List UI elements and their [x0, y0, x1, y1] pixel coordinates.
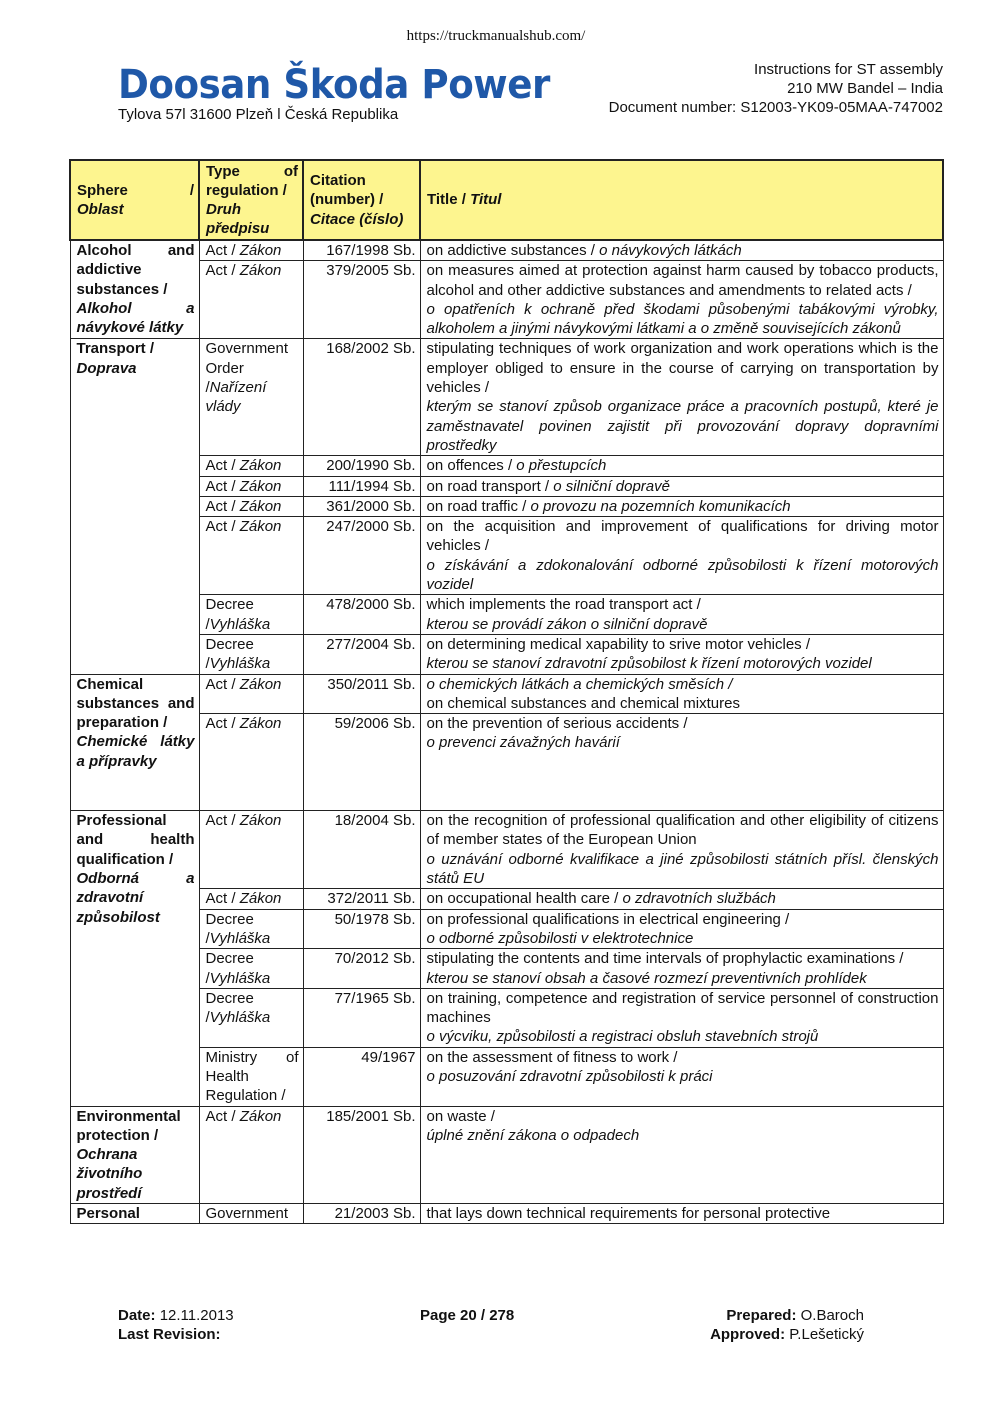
- citation-number: 200/1990 Sb.: [326, 457, 416, 475]
- citation-cell: [303, 674, 420, 714]
- type-cell: [199, 240, 303, 261]
- type-cz: Zákon: [239, 497, 282, 515]
- type-cell: [199, 889, 303, 909]
- title-cz: o opatřeních k ochraně před škodami působenými tabákovými výrobky, alkoholem a jinými návykovými látkami a o změně souvisejících zákonů: [426, 300, 939, 338]
- title-en: on offences /: [426, 457, 517, 475]
- title-cell: [420, 714, 943, 811]
- sphere-en: Personal: [76, 1205, 140, 1223]
- title-cell: [420, 517, 943, 595]
- citation-cell: [303, 1204, 420, 1224]
- date-value: 12.11.2013: [159, 1307, 234, 1324]
- citation-number: 247/2000 Sb.: [326, 518, 416, 536]
- header-sphere-en: Sphere /: [77, 181, 194, 199]
- header-type: [199, 160, 303, 240]
- citation-cell: [303, 476, 420, 496]
- citation-cell: [303, 811, 420, 889]
- title-cz: o zdravotních službách: [622, 890, 776, 908]
- type-cell: [199, 1204, 303, 1224]
- citation-number: 379/2005 Sb.: [326, 262, 416, 280]
- table-row: [70, 714, 943, 811]
- title-cell: [420, 988, 943, 1047]
- sphere-en: Environmental protection /: [76, 1107, 181, 1144]
- title-cz: o návykových látkách: [599, 242, 742, 259]
- title-en: on occupational health care /: [426, 890, 623, 908]
- title-cz: o provozu na pozemních komunikacích: [530, 497, 791, 515]
- type-cz: Zákon: [239, 812, 282, 830]
- table-row: [70, 889, 943, 909]
- table-row: [70, 595, 943, 635]
- title-en: on road transport /: [426, 477, 554, 495]
- type-en: Government: [205, 1205, 289, 1223]
- title-cell: [420, 1106, 943, 1203]
- citation-cell: [303, 339, 420, 456]
- title-en: on chemical substances and chemical mixtures: [426, 694, 740, 712]
- document-header: [609, 60, 943, 117]
- type-cz: Zákon: [239, 518, 282, 536]
- type-en: Act /: [205, 518, 240, 536]
- title-cell: [420, 909, 943, 949]
- title-cell: [420, 456, 943, 476]
- sphere-cz: Doprava: [76, 359, 137, 377]
- type-cz: Nařízení vlády: [205, 379, 267, 416]
- title-cell: [420, 1047, 943, 1106]
- citation-cell: [303, 634, 420, 674]
- sphere-cz: Chemické látky a přípravky: [76, 733, 195, 770]
- footer-left: [118, 1306, 234, 1344]
- type-cell: [199, 339, 303, 456]
- last-revision-label: Last Revision:: [118, 1326, 221, 1343]
- type-cell: [199, 909, 303, 949]
- type-en: Act /: [205, 812, 240, 830]
- table-row: [70, 949, 943, 989]
- title-cell: [420, 261, 943, 339]
- type-cz: Vyhláška: [209, 929, 271, 947]
- citation-cell: [303, 889, 420, 909]
- type-en: Decree /: [205, 635, 254, 673]
- table-row: [70, 988, 943, 1047]
- title-cell: [420, 476, 943, 496]
- type-cell: [199, 476, 303, 496]
- sphere-cell: [70, 1106, 199, 1203]
- title-en: on the assessment of fitness to work /: [426, 1048, 678, 1066]
- type-cz: Zákon: [239, 890, 282, 908]
- header-type-en: Type of regulation /: [206, 163, 298, 199]
- citation-cell: [303, 714, 420, 811]
- type-cell: [199, 456, 303, 476]
- type-en: Act /: [205, 457, 240, 475]
- citation-number: 77/1965 Sb.: [334, 989, 416, 1007]
- type-cz: Zákon: [239, 242, 282, 259]
- header-title-en: Title /: [427, 191, 471, 209]
- citation-number: 49/1967: [361, 1048, 416, 1066]
- project-name: 210 MW Bandel – India: [787, 80, 943, 97]
- title-en: that lays down technical requirements for personal protective: [426, 1205, 831, 1223]
- title-en: on waste /: [426, 1107, 495, 1125]
- table-row: [70, 1204, 943, 1224]
- citation-number: 350/2011 Sb.: [327, 675, 416, 693]
- page-number: Page 20 / 278: [420, 1307, 515, 1324]
- sphere-en: Professional and health qualification /: [76, 812, 195, 868]
- citation-cell: [303, 595, 420, 635]
- citation-number: 21/2003 Sb.: [334, 1205, 416, 1223]
- approved-value: P.Lešetický: [789, 1326, 864, 1343]
- table-row: [70, 339, 943, 456]
- type-en: Decree /: [205, 596, 254, 633]
- citation-cell: [303, 1047, 420, 1106]
- approved-label: Approved:: [710, 1326, 786, 1343]
- type-en: Act /: [205, 890, 240, 908]
- document-title: Instructions for ST assembly: [754, 61, 943, 78]
- type-cz: Zákon: [239, 1107, 282, 1125]
- type-cell: [199, 714, 303, 811]
- sphere-cell: [70, 339, 199, 674]
- type-en: Act /: [205, 242, 240, 259]
- title-cz: o odborné způsobilosti v elektrotechnice: [426, 929, 694, 947]
- citation-number: 168/2002 Sb.: [326, 340, 416, 358]
- regulations-table: [69, 159, 944, 1224]
- table-row: [70, 634, 943, 674]
- citation-cell: [303, 909, 420, 949]
- type-cell: [199, 1047, 303, 1106]
- title-cz: o přestupcích: [516, 457, 607, 475]
- sphere-en: Transport /: [76, 340, 155, 358]
- sphere-en: Alcohol and addictive substances /: [76, 242, 195, 298]
- title-cell: [420, 1204, 943, 1224]
- type-cz: Zákon: [239, 457, 282, 475]
- header-sphere: [70, 160, 199, 240]
- title-en: which implements the road transport act /: [426, 596, 701, 614]
- title-en: on addictive substances /: [426, 242, 600, 259]
- title-cell: [420, 889, 943, 909]
- type-en: Act /: [205, 477, 240, 495]
- table-header-row: [70, 160, 943, 240]
- title-en: on the recognition of professional qualification and other eligibility of citizens of member states of the European Union: [426, 812, 939, 849]
- table-row: [70, 456, 943, 476]
- title-en: on road traffic /: [426, 497, 531, 515]
- type-cz: Vyhláška: [209, 969, 271, 987]
- title-cz: o získávání a zdokonalování odborné způsobilosti k řízení motorových vozidel: [426, 556, 939, 594]
- citation-number: 111/1994 Sb.: [328, 477, 416, 495]
- type-cz: Vyhláška: [209, 615, 271, 633]
- citation-number: 185/2001 Sb.: [326, 1107, 416, 1125]
- type-cz: Zákon: [239, 262, 282, 280]
- type-en: Decree /: [205, 989, 254, 1027]
- citation-number: 277/2004 Sb.: [326, 635, 416, 653]
- sphere-en: Chemical substances and preparation /: [76, 675, 195, 732]
- type-cz: Vyhláška: [209, 655, 271, 673]
- title-cell: [420, 339, 943, 456]
- title-cell: [420, 634, 943, 674]
- type-en: Act /: [205, 675, 240, 693]
- type-cell: [199, 1106, 303, 1203]
- header-citation-en: Citation (number) /: [310, 172, 384, 209]
- type-cell: [199, 674, 303, 714]
- sphere-cz: Alkohol a návykové látky: [76, 299, 195, 337]
- header-type-cz: Druh předpisu: [206, 201, 270, 237]
- citation-number: 70/2012 Sb.: [334, 950, 416, 968]
- citation-cell: [303, 1106, 420, 1203]
- table-row: [70, 674, 943, 714]
- header-citation: [303, 160, 420, 240]
- title-cell: [420, 949, 943, 989]
- title-cz: kterou se stanoví zdravotní způsobilost k řízení motorových vozidel: [426, 655, 872, 673]
- citation-number: 18/2004 Sb.: [334, 812, 416, 830]
- title-cell: [420, 496, 943, 516]
- type-cell: [199, 595, 303, 635]
- citation-number: 50/1978 Sb.: [334, 910, 416, 928]
- title-cz: úplné znění zákona o odpadech: [426, 1126, 640, 1144]
- sphere-cell: [70, 1204, 199, 1224]
- type-en: Ministry of Health Regulation /: [205, 1048, 299, 1105]
- title-cell: [420, 595, 943, 635]
- citation-number: 478/2000 Sb.: [326, 596, 416, 614]
- type-cell: [199, 517, 303, 595]
- type-cz: Zákon: [239, 675, 282, 693]
- header-citation-cz: Citace (číslo): [310, 210, 404, 228]
- table-row: [70, 909, 943, 949]
- citation-cell: [303, 261, 420, 339]
- sphere-cell: [70, 811, 199, 1106]
- table-row: [70, 517, 943, 595]
- title-en: stipulating the contents and time intervals of prophylactic examinations /: [426, 950, 904, 968]
- citation-number: 59/2006 Sb.: [334, 715, 416, 733]
- company-logo: Doosan Škoda Power: [118, 62, 550, 108]
- title-en: stipulating techniques of work organization and work operations which is the employer obliged to ensure in the course of carrying on transportation by vehicles /: [426, 340, 939, 397]
- citation-number: 167/1998 Sb.: [326, 242, 416, 259]
- type-en: Act /: [205, 262, 240, 280]
- footer-right: [710, 1306, 864, 1344]
- type-cell: [199, 811, 303, 889]
- type-en: Act /: [205, 715, 240, 733]
- title-en: on the prevention of serious accidents /: [426, 715, 688, 733]
- prepared-value: O.Baroch: [800, 1307, 864, 1324]
- title-cz: o posuzování zdravotní způsobilosti k práci: [426, 1067, 713, 1085]
- title-cz: o uznávání odborné kvalifikace a jiné způsobilosti státních přísl. členských států EU: [426, 850, 939, 888]
- prepared-label: Prepared:: [726, 1307, 797, 1324]
- type-cell: [199, 261, 303, 339]
- title-cz: kterou se stanoví obsah a časové rozmezí preventivních prohlídek: [426, 969, 867, 987]
- citation-cell: [303, 240, 420, 261]
- title-cell: [420, 674, 943, 714]
- title-cz: o chemických látkách a chemických směsích /: [426, 675, 733, 693]
- table-row: [70, 240, 943, 261]
- citation-cell: [303, 517, 420, 595]
- citation-number: 372/2011 Sb.: [327, 890, 416, 908]
- type-cell: [199, 634, 303, 674]
- type-cz: Zákon: [239, 715, 282, 733]
- citation-cell: [303, 988, 420, 1047]
- date-label: Date:: [118, 1307, 156, 1324]
- source-url[interactable]: https://truckmanualshub.com/: [406, 28, 586, 44]
- sphere-cz: Ochrana životního prostředí: [76, 1146, 143, 1202]
- type-cell: [199, 988, 303, 1047]
- title-cz: kterou se provádí zákon o silniční dopravě: [426, 615, 708, 633]
- citation-cell: [303, 496, 420, 516]
- title-cz: o výcviku, způsobilosti a registraci obsluh stavebních strojů: [426, 1028, 819, 1046]
- citation-cell: [303, 456, 420, 476]
- type-cz: Zákon: [239, 477, 282, 495]
- title-en: on determining medical xapability to srive motor vehicles /: [426, 635, 811, 653]
- type-cell: [199, 949, 303, 989]
- document-number: Document number: S12003-YK09-05MAA-747002: [608, 99, 943, 116]
- title-en: on professional qualifications in electrical engineering /: [426, 910, 790, 928]
- title-cell: [420, 811, 943, 889]
- company-address: Tylova 57l 31600 Plzeň l Česká Republika: [118, 106, 399, 123]
- table-row: [70, 261, 943, 339]
- title-cz: o prevenci závažných havárií: [426, 734, 620, 752]
- title-en: on training, competence and registration of service personnel of construction machines: [426, 989, 939, 1027]
- sphere-cz: Odborná a zdravotní způsobilost: [76, 870, 195, 926]
- header-sphere-cz: Oblast: [77, 201, 124, 218]
- type-cz: Vyhláška: [209, 1009, 271, 1027]
- type-en: Decree /: [205, 910, 254, 947]
- table-row: [70, 1047, 943, 1106]
- table-row: [70, 1106, 943, 1203]
- table-row: [70, 496, 943, 516]
- citation-cell: [303, 949, 420, 989]
- type-en: Decree /: [205, 950, 254, 987]
- sphere-cell: [70, 240, 199, 339]
- title-cz: o silniční dopravě: [553, 477, 670, 495]
- header-title-cz: Titul: [470, 191, 502, 209]
- type-en: Act /: [205, 1107, 240, 1125]
- type-cell: [199, 496, 303, 516]
- type-en: Government Order /: [205, 340, 289, 397]
- title-en: on measures aimed at protection against harm caused by tobacco products, alcohol and other addictive substances and amendments to related acts /: [426, 262, 939, 299]
- title-en: on the acquisition and improvement of qualifications for driving motor vehicles /: [426, 518, 939, 555]
- type-en: Act /: [205, 497, 240, 515]
- title-cell: [420, 240, 943, 261]
- table-body: [70, 240, 943, 1224]
- sphere-cell: [70, 674, 199, 811]
- citation-number: 361/2000 Sb.: [326, 497, 416, 515]
- table-row: [70, 811, 943, 889]
- table-row: [70, 476, 943, 496]
- header-title: [420, 160, 943, 240]
- title-cz: kterým se stanoví způsob organizace práce a pracovních postupů, které je zaměstnavatel povinen zajistit při provozování dopravy dopravními prostředky: [426, 398, 939, 454]
